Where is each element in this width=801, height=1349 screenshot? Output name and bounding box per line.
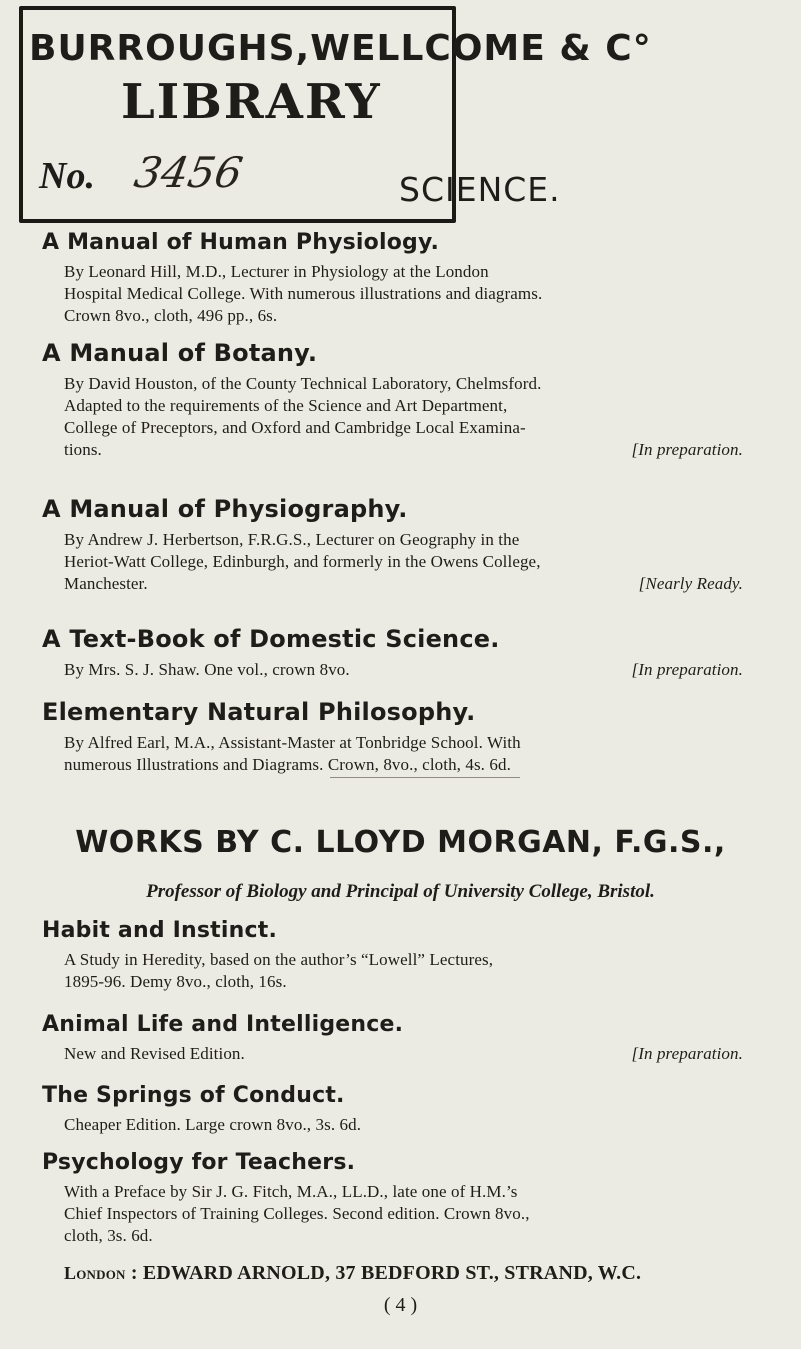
- entry-human-physiology: [42, 230, 757, 327]
- entry-line: tions.: [64, 440, 102, 459]
- work-line: With a Preface by Sir J. G. Fitch, M.A., LL.D., late one of H.M.’s: [64, 1182, 518, 1201]
- page-number: ( 4 ): [383, 1294, 418, 1316]
- work-status-line: [64, 1043, 757, 1065]
- entry-line: College of Preceptors, and Oxford and Cambridge Local Examina-: [64, 418, 526, 437]
- entry-body: [64, 659, 757, 681]
- work-line: cloth, 3s. 6d.: [64, 1226, 153, 1245]
- work-animal-life: [42, 1012, 757, 1065]
- section-subheading: Professor of Biology and Principal of University College, Bristol.: [146, 881, 655, 902]
- entry-line: Adapted to the requirements of the Science and Art Department,: [64, 396, 508, 415]
- entry-status: [In preparation.: [631, 440, 743, 459]
- stamp-section: SCIENCE.: [399, 170, 561, 209]
- stamp-number: 3456: [130, 148, 247, 197]
- work-status: [In preparation.: [631, 1044, 743, 1063]
- entry-line: Crown 8vo., cloth, 496 pp., 6s.: [64, 306, 278, 325]
- entry-status-line: [64, 659, 757, 681]
- work-title: Psychology for Teachers.: [42, 1150, 356, 1175]
- entry-status-line: [64, 439, 757, 461]
- entry-body: [64, 373, 757, 461]
- work-habit-and-instinct: [42, 918, 757, 993]
- section-divider: [330, 777, 520, 778]
- entry-title: Elementary Natural Philosophy.: [42, 698, 476, 726]
- stamp-header: BURROUGHS,WELLCOME & C°: [29, 28, 652, 69]
- stamp-title: LIBRARY: [121, 74, 382, 130]
- work-psychology-teachers: [42, 1150, 757, 1247]
- entry-domestic-science: [42, 625, 757, 681]
- publisher-line: [64, 1262, 754, 1285]
- work-title: Habit and Instinct.: [42, 918, 278, 943]
- work-body: [64, 1181, 757, 1247]
- publisher-city: London: [64, 1263, 126, 1283]
- work-body: [64, 1114, 757, 1136]
- entry-body: [64, 261, 757, 327]
- entry-line: Heriot-Watt College, Edinburgh, and formerly in the Owens College,: [64, 552, 541, 571]
- stamp-no-label: No.: [39, 155, 95, 197]
- entry-botany: [42, 339, 757, 461]
- work-line: Cheaper Edition. Large crown 8vo., 3s. 6d.: [64, 1115, 362, 1134]
- entry-line: Manchester.: [64, 574, 148, 593]
- entry-body: [64, 529, 757, 595]
- entry-body: [64, 732, 757, 776]
- entry-line: By Andrew J. Herbertson, F.R.G.S., Lecturer on Geography in the: [64, 530, 520, 549]
- work-title: Animal Life and Intelligence.: [42, 1012, 404, 1037]
- work-body: [64, 949, 757, 993]
- entry-line: numerous Illustrations and Diagrams. Crown, 8vo., cloth, 4s. 6d.: [64, 755, 511, 774]
- work-line: Chief Inspectors of Training Colleges. Second edition. Crown 8vo.,: [64, 1204, 530, 1223]
- section-heading: WORKS BY C. LLOYD MORGAN, F.G.S.,: [75, 825, 726, 860]
- entry-title: A Manual of Human Physiology.: [42, 230, 440, 255]
- entry-line: Hospital Medical College. With numerous illustrations and diagrams.: [64, 284, 543, 303]
- publisher-separator: :: [130, 1262, 143, 1284]
- entry-status: [Nearly Ready.: [638, 574, 743, 593]
- entry-natural-philosophy: [42, 698, 757, 776]
- work-line: A Study in Heredity, based on the author’s “Lowell” Lectures,: [64, 950, 494, 969]
- entry-line: By Alfred Earl, M.A., Assistant-Master at Tonbridge School. With: [64, 733, 521, 752]
- work-springs-of-conduct: [42, 1083, 757, 1136]
- library-stamp: [19, 6, 652, 223]
- work-line: New and Revised Edition.: [64, 1044, 245, 1063]
- work-body: [64, 1043, 757, 1065]
- entry-status-line: [64, 573, 757, 595]
- publisher-name-address: EDWARD ARNOLD, 37 BEDFORD ST., STRAND, W.C.: [142, 1262, 642, 1284]
- work-title: The Springs of Conduct.: [42, 1083, 345, 1108]
- entry-title: A Manual of Botany.: [42, 339, 318, 367]
- entry-title: A Manual of Physiography.: [42, 495, 408, 523]
- entry-title: A Text-Book of Domestic Science.: [42, 625, 500, 653]
- entry-physiography: [42, 495, 757, 595]
- work-line: 1895-96. Demy 8vo., cloth, 16s.: [64, 972, 287, 991]
- entry-line: By Leonard Hill, M.D., Lecturer in Physiology at the London: [64, 262, 489, 281]
- entry-line: By Mrs. S. J. Shaw. One vol., crown 8vo.: [64, 660, 350, 679]
- entry-line: By David Houston, of the County Technical Laboratory, Chelmsford.: [64, 374, 542, 393]
- entry-status: [In preparation.: [631, 660, 743, 679]
